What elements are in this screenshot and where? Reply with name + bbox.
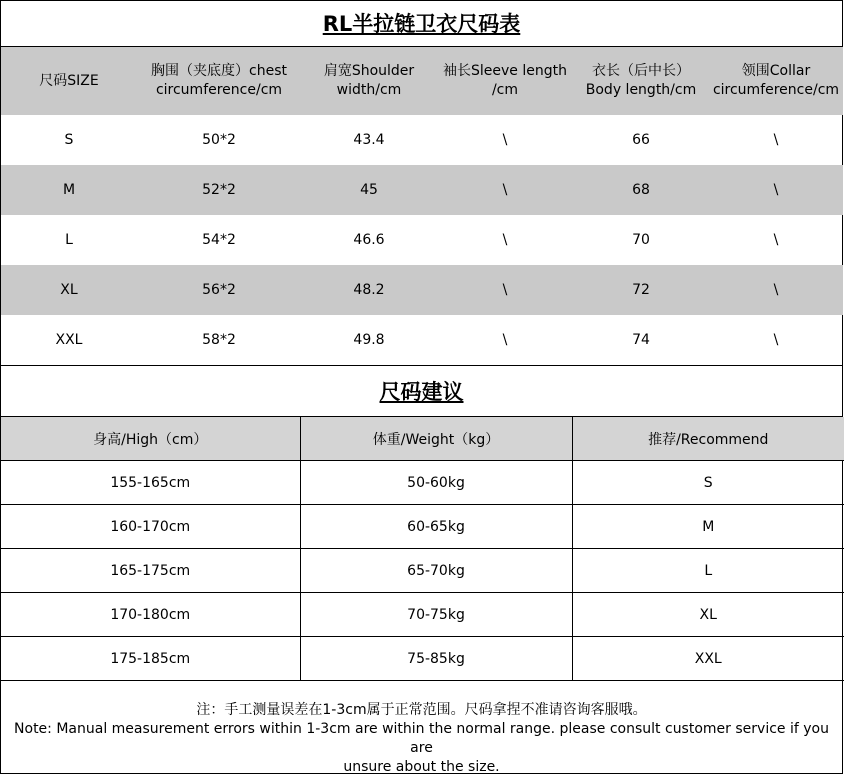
table-row xyxy=(1,265,843,315)
cell-shoulder: 48.2 xyxy=(301,265,437,315)
page-title: RL半拉链卫衣尺码表 xyxy=(1,1,842,47)
cell-chest: 52*2 xyxy=(137,165,301,215)
table-row xyxy=(1,215,843,265)
cell-body-length: 70 xyxy=(632,232,650,248)
table-row xyxy=(1,549,844,593)
header-height: 身高/High（cm） xyxy=(1,417,300,461)
table-row xyxy=(1,461,844,505)
cell-recommend: M xyxy=(572,505,844,549)
cell-collar: \ xyxy=(773,332,779,348)
size-table xyxy=(1,47,843,365)
cell-body-length: 74 xyxy=(632,332,650,348)
cell-weight: 60-65kg xyxy=(300,505,572,549)
cell-shoulder: 49.8 xyxy=(353,332,385,348)
cell-weight: 75-85kg xyxy=(300,637,572,681)
recommendation-header xyxy=(1,417,844,461)
cell-recommend: S xyxy=(572,461,844,505)
cell-shoulder: 45 xyxy=(301,165,437,215)
header-weight: 体重/Weight（kg） xyxy=(300,417,572,461)
cell-recommend: XXL xyxy=(572,637,844,681)
cell-height: 175-185cm xyxy=(1,637,300,681)
table-row xyxy=(1,505,844,549)
cell-sleeve: \ xyxy=(502,132,508,148)
cell-height: 160-170cm xyxy=(1,505,300,549)
cell-sleeve: \ xyxy=(437,265,573,315)
cell-shoulder: 43.4 xyxy=(353,132,385,148)
header-sleeve: 袖长Sleeve length /cm xyxy=(437,47,573,115)
cell-height: 165-175cm xyxy=(1,549,300,593)
cell-size: M xyxy=(1,165,137,215)
cell-chest: 50*2 xyxy=(202,132,236,148)
cell-height: 170-180cm xyxy=(1,593,300,637)
cell-chest: 58*2 xyxy=(202,332,236,348)
cell-recommend: XL xyxy=(572,593,844,637)
table-row xyxy=(1,115,843,165)
cell-height: 155-165cm xyxy=(1,461,300,505)
cell-size: L xyxy=(65,232,73,248)
cell-collar: \ xyxy=(773,132,779,148)
header-size: 尺码SIZE xyxy=(1,47,137,115)
header-recommend: 推荐/Recommend xyxy=(572,417,844,461)
cell-size: XL xyxy=(1,265,137,315)
cell-collar: \ xyxy=(709,165,843,215)
cell-size: S xyxy=(64,132,74,148)
cell-shoulder: 46.6 xyxy=(353,232,385,248)
cell-weight: 70-75kg xyxy=(300,593,572,637)
recommendation-table xyxy=(1,417,844,681)
header-chest: 胸围（夹底度）chest circumference/cm xyxy=(137,47,301,115)
table-row xyxy=(1,637,844,681)
header-body-length: 衣长（后中长） Body length/cm xyxy=(573,47,709,115)
header-collar: 领围Collar circumference/cm xyxy=(709,47,843,115)
recommendation-title: 尺码建议 xyxy=(1,365,842,417)
note-english-line1: Note: Manual measurement errors within 1-3cm are within the normal range. please consult customer service if you are xyxy=(14,721,829,756)
cell-chest: 56*2 xyxy=(137,265,301,315)
cell-collar: \ xyxy=(709,265,843,315)
cell-body-length: 66 xyxy=(632,132,650,148)
table-row xyxy=(1,315,843,365)
table-row xyxy=(1,593,844,637)
note-chinese: 注：手工测量误差在1-3cm属于正常范围。尺码拿捏不准请咨询客服哦。 xyxy=(196,702,647,718)
cell-recommend: L xyxy=(572,549,844,593)
cell-sleeve: \ xyxy=(437,165,573,215)
cell-body-length: 72 xyxy=(573,265,709,315)
header-shoulder: 肩宽Shoulder width/cm xyxy=(301,47,437,115)
cell-body-length: 68 xyxy=(573,165,709,215)
cell-collar: \ xyxy=(773,232,779,248)
cell-weight: 50-60kg xyxy=(300,461,572,505)
note-english-line2: unsure about the size. xyxy=(343,759,500,775)
cell-size: XXL xyxy=(55,332,83,348)
cell-chest: 54*2 xyxy=(202,232,236,248)
table-row xyxy=(1,165,843,215)
cell-sleeve: \ xyxy=(502,232,508,248)
cell-weight: 65-70kg xyxy=(300,549,572,593)
size-table-header xyxy=(1,47,843,115)
measurement-note xyxy=(1,681,842,777)
cell-sleeve: \ xyxy=(502,332,508,348)
